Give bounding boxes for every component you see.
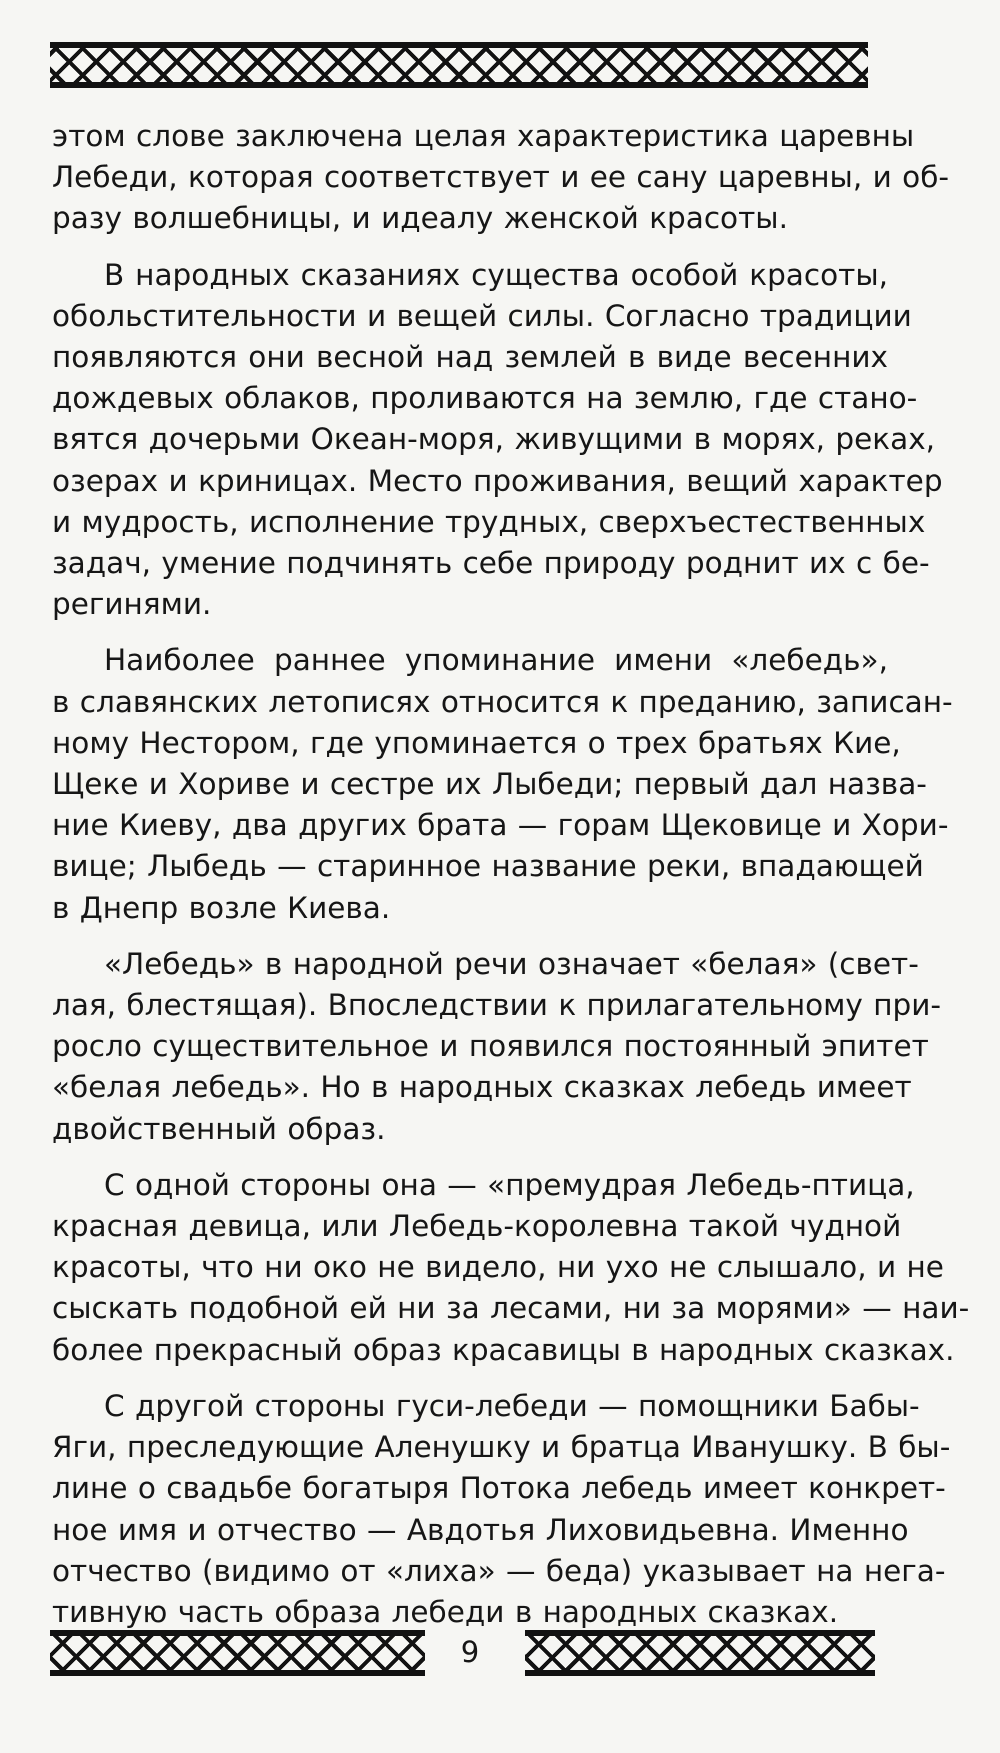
text-line: тивную часть образа лебеди в народных сказках. xyxy=(52,1594,839,1629)
text-line: в Днепр возле Киева. xyxy=(52,890,391,925)
text-line: красная девица, или Лебедь-королевна такой чудной xyxy=(52,1209,902,1244)
text-line: сыскать подобной ей ни за лесами, ни за морями» — наи- xyxy=(52,1291,970,1326)
text-line: регинями. xyxy=(52,587,212,622)
top-ornament-border xyxy=(50,42,868,88)
text-line: разу волшебницы, и идеалу женской красоты. xyxy=(52,201,788,236)
paragraph-2 xyxy=(52,255,943,626)
text-line: вице; Лыбедь — старинное название реки, впадающей xyxy=(52,849,924,884)
text-line: озерах и криницах. Место проживания, вещий характер xyxy=(52,463,943,498)
text-line: Лебеди, которая соответствует и ее сану царевны, и об- xyxy=(52,160,950,195)
text-line: дождевых облаков, проливаются на землю, где стано- xyxy=(52,381,918,416)
text-line: вятся дочерьми Океан-моря, живущими в морях, реках, xyxy=(52,422,936,457)
paragraph-4 xyxy=(52,944,942,1150)
text-line: и мудрость, исполнение трудных, сверхъестественных xyxy=(52,504,926,539)
page-number: 9 xyxy=(460,1635,480,1669)
text-line: двойственный образ. xyxy=(52,1111,386,1146)
bottom-right-ornament-border xyxy=(525,1630,875,1676)
text-line: росло существительное и появился постоянный эпитет xyxy=(52,1029,929,1064)
text-line: в славянских летописях относится к преданию, записан- xyxy=(52,684,953,719)
text-line: С другой стороны гуси-лебеди — помощники Бабы- xyxy=(104,1388,920,1423)
text-line: ное имя и отчество — Авдотья Лиховидьевна. Именно xyxy=(52,1512,909,1547)
text-line: задач, умение подчинять себе природу роднит их с бе- xyxy=(52,546,930,581)
text-line: отчество (видимо от «лиха» — беда) указывает на нега- xyxy=(52,1553,946,1588)
page-body xyxy=(52,116,970,1648)
text-line: лая, блестящая). Впоследствии к прилагательному при- xyxy=(52,988,942,1023)
text-line: Яги, преследующие Аленушку и братца Иванушку. В бы- xyxy=(52,1430,951,1465)
text-line: этом слове заключена целая характеристика царевны xyxy=(52,119,915,153)
text-line: появляются они весной над землей в виде весенних xyxy=(52,340,888,375)
text-line: В народных сказаниях существа особой красоты, xyxy=(104,257,888,292)
text-line: красоты, что ни око не видело, ни ухо не слышало, и не xyxy=(52,1250,944,1285)
text-line: Наиболее раннее упоминание имени «лебедь», xyxy=(104,643,888,678)
text-line: С одной стороны она — «премудрая Лебедь-птица, xyxy=(104,1167,915,1202)
text-line: ному Нестором, где упоминается о трех братьях Кие, xyxy=(52,725,901,760)
paragraph-5 xyxy=(52,1165,970,1371)
bottom-left-ornament-border xyxy=(50,1630,425,1676)
paragraph-3 xyxy=(52,640,953,928)
paragraph-1 xyxy=(52,116,950,240)
text-line: Щеке и Хориве и сестре их Лыбеди; первый дал назва- xyxy=(52,767,927,802)
paragraph-6 xyxy=(52,1386,951,1633)
text-line: ние Киеву, два других брата — горам Щековице и Хори- xyxy=(52,808,949,843)
text-line: лине о свадьбе богатыря Потока лебедь имеет конкрет- xyxy=(52,1471,946,1506)
text-line: более прекрасный образ красавицы в народных сказках. xyxy=(52,1332,955,1367)
text-line: «белая лебедь». Но в народных сказках лебедь имеет xyxy=(52,1070,912,1105)
text-line: «Лебедь» в народной речи означает «белая» (свет- xyxy=(104,946,919,981)
text-line: обольстительности и вещей силы. Согласно традиции xyxy=(52,298,912,333)
